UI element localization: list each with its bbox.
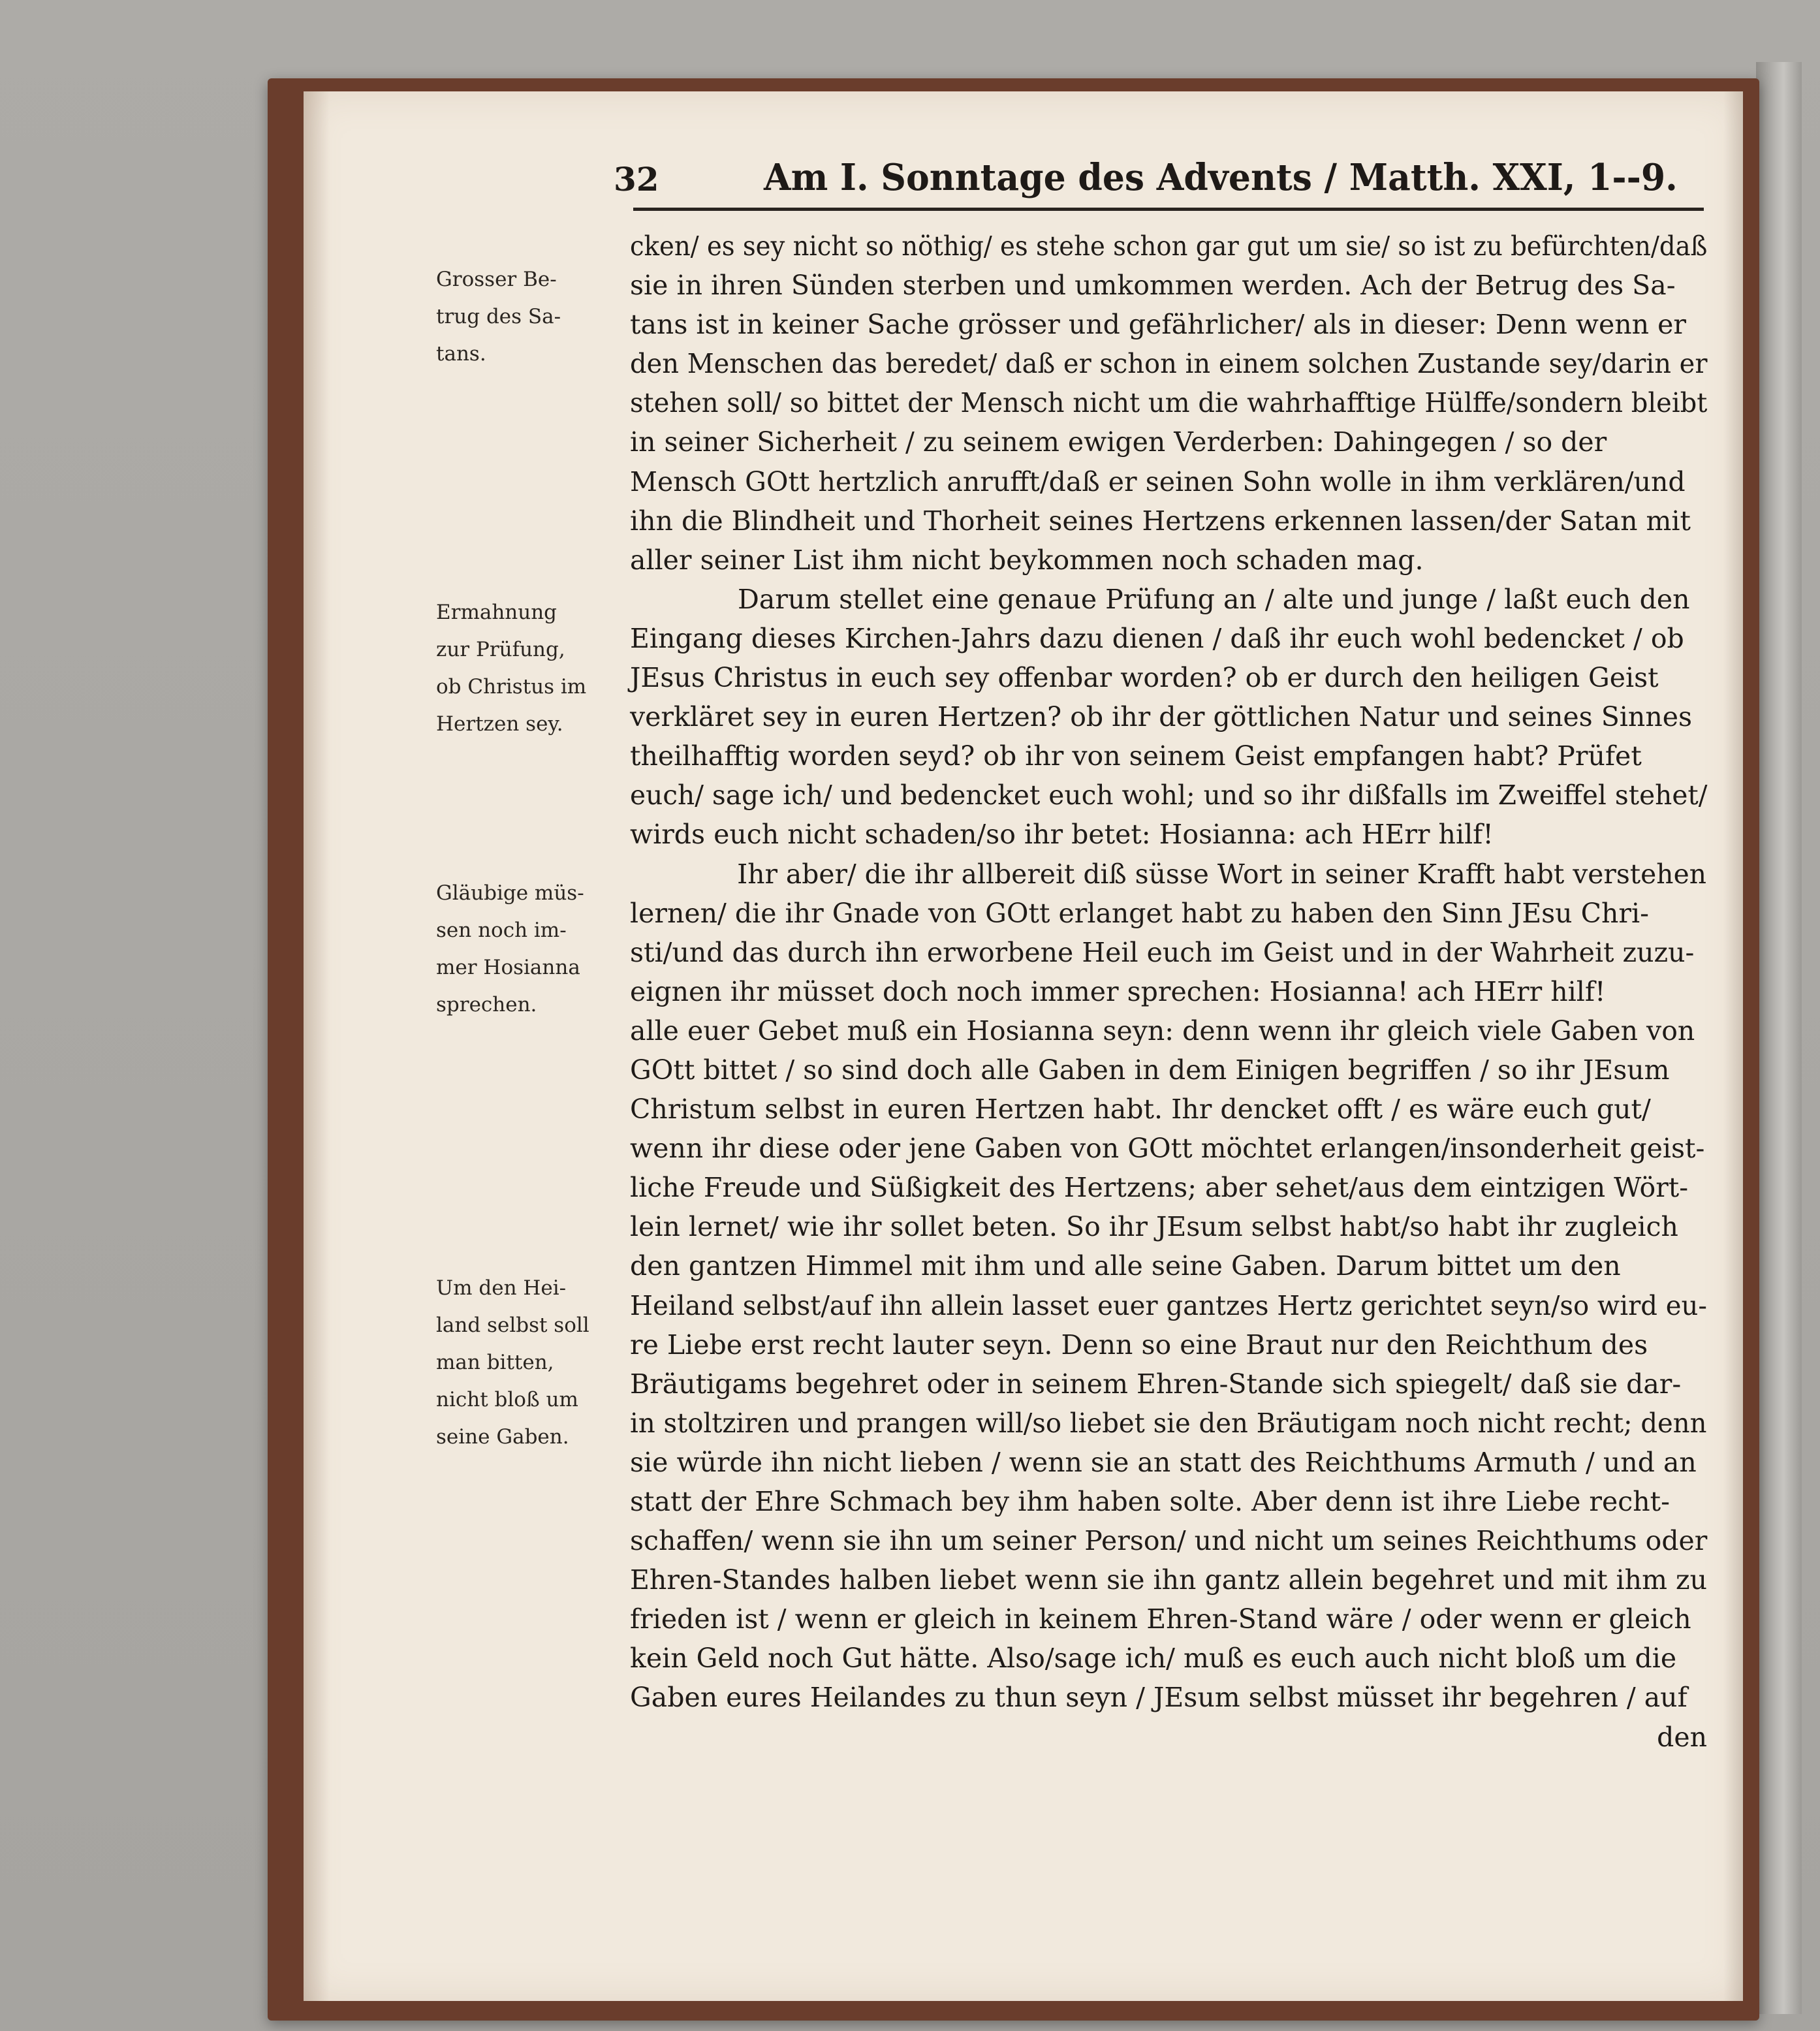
margin-note-line: Um den Hei- bbox=[436, 1276, 567, 1300]
text-line: stehen soll/ so bittet der Mensch nicht um die wahrhafftige Hülffe/sondern bleibt bbox=[630, 387, 1708, 419]
text-line: in stoltziren und prangen will/so liebet sie den Bräutigam noch nicht recht; denn bbox=[630, 1407, 1707, 1439]
text-line: verkläret sey in euren Hertzen? ob ihr der göttlichen Natur und seines Sinnes bbox=[630, 701, 1693, 733]
board-edge bbox=[1756, 62, 1802, 2014]
text-line: re Liebe erst recht lauter seyn. Denn so eine Braut nur den Reichthum des bbox=[630, 1329, 1648, 1361]
paragraph-start-line: Ihr aber/ die ihr allbereit diß süsse Wort in seiner Krafft habt verstehen bbox=[737, 858, 1706, 890]
page-number: 32 bbox=[614, 160, 659, 198]
catchword: den bbox=[1657, 1721, 1707, 1753]
text-line: den Menschen das beredet/ daß er schon in einem solchen Zustande sey/darin er bbox=[630, 348, 1708, 380]
text-line: cken/ es sey nicht so nöthig/ es stehe schon gar gut um sie/ so ist zu befürchten/daß bbox=[630, 230, 1708, 262]
page-gutter-shadow bbox=[304, 91, 330, 2001]
margin-note-line: sen noch im- bbox=[436, 919, 567, 942]
text-line: lein lernet/ wie ihr sollet beten. So ihr JEsum selbst habt/so habt ihr zugleich bbox=[630, 1211, 1678, 1243]
text-line: Bräutigams begehret oder in seinem Ehren-Stande sich spiegelt/ daß sie dar- bbox=[630, 1368, 1682, 1400]
header-rule bbox=[633, 208, 1704, 211]
text-line: in seiner Sicherheit / zu seinem ewigen Verderben: Dahingegen / so der bbox=[630, 426, 1607, 458]
text-line: theilhafftig worden seyd? ob ihr von seinem Geist empfangen habt? Prüfet bbox=[630, 740, 1642, 772]
text-line: wenn ihr diese oder jene Gaben von GOtt möchtet erlangen/insonderheit geist- bbox=[630, 1133, 1705, 1165]
text-line: den gantzen Himmel mit ihm und alle seine Gaben. Darum bittet um den bbox=[630, 1250, 1621, 1282]
margin-note bbox=[436, 594, 625, 743]
margin-note-line: nicht bloß um bbox=[436, 1388, 578, 1411]
margin-note-line: Ermahnung bbox=[436, 601, 557, 624]
margin-note-line: Gläubige müs- bbox=[436, 881, 584, 905]
text-line: sti/und das durch ihn erworbene Heil euch im Geist und in der Wahrheit zuzu- bbox=[630, 936, 1695, 968]
margin-note bbox=[436, 875, 625, 1024]
margin-note-line: Grosser Be- bbox=[436, 268, 557, 291]
text-line: Gaben eures Heilandes zu thun seyn / JEsum selbst müsset ihr begehren / auf bbox=[630, 1682, 1687, 1714]
text-line: eignen ihr müsset doch noch immer sprechen: Hosianna! ach HErr hilf! bbox=[630, 975, 1606, 1007]
margin-note-line: trug des Sa- bbox=[436, 305, 561, 328]
text-line: JEsus Christus in euch sey offenbar worden? ob er durch den heiligen Geist bbox=[630, 662, 1659, 694]
margin-note bbox=[436, 261, 625, 373]
margin-note-line: zur Prüfung, bbox=[436, 638, 565, 661]
text-line: Heiland selbst/auf ihn allein lasset euer gantzes Hertz gerichtet seyn/so wird eu- bbox=[630, 1289, 1707, 1321]
margin-note-line: ob Christus im bbox=[436, 675, 587, 699]
paragraph-start-line: Darum stellet eine genaue Prüfung an / alte und junge / laßt euch den bbox=[738, 583, 1690, 615]
text-line: schaffen/ wenn sie ihn um seiner Person/ und nicht um seines Reichthums oder bbox=[630, 1525, 1708, 1557]
text-line: Mensch GOtt hertzlich anrufft/daß er seinen Sohn wolle in ihm verklären/und bbox=[630, 465, 1686, 497]
margin-note-line: sprechen. bbox=[436, 993, 537, 1016]
text-line: Ehren-Standes halben liebet wenn sie ihn gantz allein begehret und mit ihm zu bbox=[630, 1564, 1707, 1596]
text-line: wirds euch nicht schaden/so ihr betet: Hosianna: ach HErr hilf! bbox=[630, 819, 1494, 851]
margin-note-line: tans. bbox=[436, 342, 486, 366]
text-line: aller seiner List ihm nicht beykommen noch schaden mag. bbox=[630, 544, 1424, 576]
text-line: lernen/ die ihr Gnade von GOtt erlanget habt zu haben den Sinn JEsu Chri- bbox=[630, 897, 1649, 929]
margin-note-line: man bitten, bbox=[436, 1351, 554, 1374]
text-line: tans ist in keiner Sache grösser und gefährlicher/ als in dieser: Denn wenn er bbox=[630, 309, 1686, 341]
main-text bbox=[630, 227, 1707, 1757]
text-line: euch/ sage ich/ und bedencket euch wohl; und so ihr dißfalls im Zweiffel stehet/ bbox=[630, 779, 1708, 811]
text-line: Christum selbst in euren Hertzen habt. Ihr dencket offt / es wäre euch gut/ bbox=[630, 1094, 1651, 1126]
margin-note bbox=[436, 1270, 625, 1456]
text-line: kein Geld noch Gut hätte. Also/sage ich/ muß es euch auch nicht bloß um die bbox=[630, 1643, 1677, 1675]
page-header bbox=[614, 147, 1684, 206]
margin-note-line: seine Gaben. bbox=[436, 1425, 569, 1449]
text-line: Eingang dieses Kirchen-Jahrs dazu dienen / daß ihr euch wohl bedencket / ob bbox=[630, 622, 1684, 654]
margin-note-line: land selbst soll bbox=[436, 1314, 589, 1337]
text-line: sie würde ihn nicht lieben / wenn sie an statt des Reichthums Armuth / und an bbox=[630, 1446, 1697, 1478]
text-line: liche Freude und Süßigkeit des Hertzens; aber sehet/aus dem eintzigen Wört- bbox=[630, 1172, 1689, 1204]
running-title: Am I. Sonntage des Advents / Matth. XXI, 1--9. bbox=[764, 156, 1678, 199]
text-line: frieden ist / wenn er gleich in keinem Ehren-Stand wäre / oder wenn er gleich bbox=[630, 1603, 1691, 1635]
text-line: GOtt bittet / so sind doch alle Gaben in dem Einigen begriffen / so ihr JEsum bbox=[630, 1054, 1670, 1086]
text-line: ihn die Blindheit und Thorheit seines Hertzens erkennen lassen/der Satan mit bbox=[630, 505, 1691, 537]
text-line: alle euer Gebet muß ein Hosianna seyn: denn wenn ihr gleich viele Gaben von bbox=[630, 1015, 1695, 1047]
page-edge-shadow bbox=[1723, 91, 1743, 2001]
text-line: statt der Ehre Schmach bey ihm haben solte. Aber denn ist ihre Liebe recht- bbox=[630, 1486, 1670, 1517]
margin-note-line: mer Hosianna bbox=[436, 956, 580, 979]
margin-note-line: Hertzen sey. bbox=[436, 712, 563, 736]
text-line: sie in ihren Sünden sterben und umkommen werden. Ach der Betrug des Sa- bbox=[630, 270, 1676, 302]
